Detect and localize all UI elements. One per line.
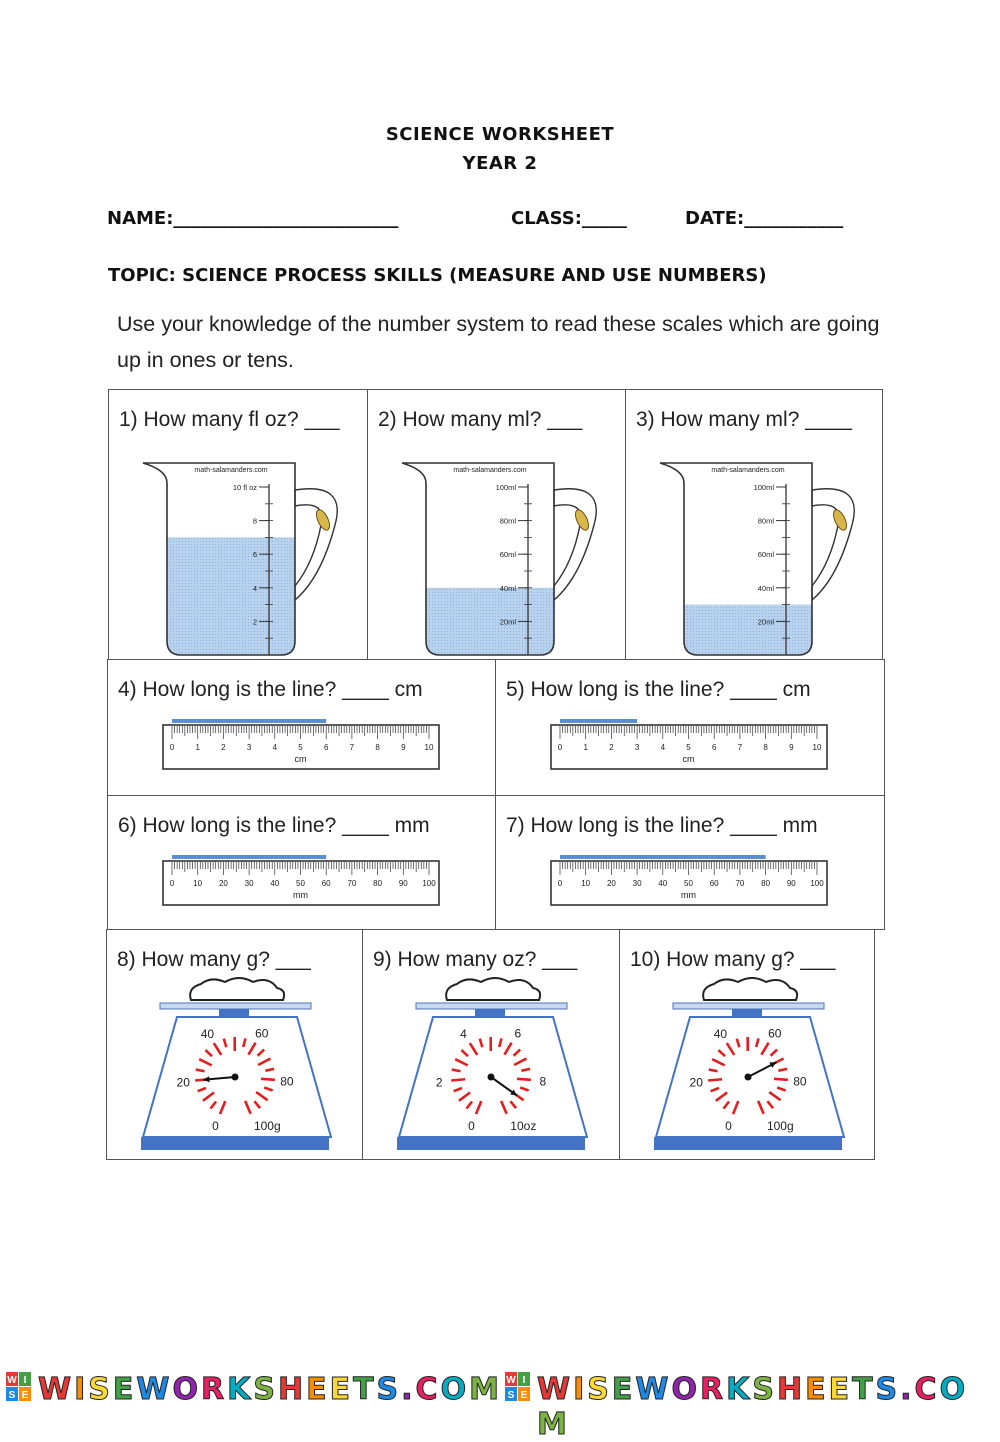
- brand-letter: S: [377, 1372, 402, 1407]
- question-cell-2: [367, 389, 626, 660]
- jug-tick-label: 20ml: [758, 617, 775, 626]
- brand-letter: E: [829, 1372, 853, 1407]
- dial-label: 40: [714, 1027, 728, 1041]
- ruler-label: 60: [710, 879, 719, 888]
- jug-tick-label: 100ml: [754, 483, 775, 492]
- brand-letter: .: [401, 1372, 415, 1407]
- jug-tick-label: 100ml: [496, 483, 517, 492]
- ruler-label: 10: [425, 743, 434, 752]
- ruler-label: 8: [375, 743, 380, 752]
- class-field[interactable]: CLASS:_____: [511, 208, 627, 229]
- dial-center: [488, 1074, 495, 1081]
- ruler-label: 3: [635, 743, 640, 752]
- jug-tick-label: 60ml: [500, 550, 517, 559]
- jug-tick-label: 80ml: [758, 517, 775, 526]
- dial-label: 20: [177, 1076, 191, 1090]
- jug-handle: [295, 489, 337, 600]
- ruler-label: 4: [273, 743, 278, 752]
- dial-tick: [196, 1070, 205, 1072]
- measuring-jug-1: [109, 390, 367, 659]
- scale-base: [654, 1137, 842, 1150]
- wise-logo-icon: [6, 1372, 32, 1402]
- worksheet-title: SCIENCE WORKSHEET: [0, 124, 1000, 145]
- brand-letter: W: [635, 1372, 671, 1407]
- scale-stem: [475, 1009, 505, 1017]
- ruler-label: 7: [738, 743, 743, 752]
- ruler-label: 0: [558, 879, 563, 888]
- question-9-label: 9) How many oz? ___: [373, 948, 577, 972]
- jug-handle: [812, 489, 854, 600]
- ruler-label: 5: [686, 743, 691, 752]
- ruler-label: 100: [810, 879, 824, 888]
- footer-branding: [0, 1368, 1000, 1408]
- dial-tick: [517, 1079, 531, 1080]
- ruler-label: 80: [373, 879, 382, 888]
- dial-label: 2: [436, 1076, 443, 1090]
- question-cell-5: [495, 659, 885, 796]
- dial-tick: [265, 1069, 274, 1071]
- dial-tick: [778, 1069, 787, 1071]
- question-cell-6: [107, 795, 496, 930]
- dial-label: 80: [793, 1075, 807, 1089]
- jug-tick-label: 10 fl oz: [233, 483, 257, 492]
- ruler-label: 80: [761, 879, 770, 888]
- jug-brand-text: math-salamanders.com: [453, 467, 526, 474]
- brand-letter: S: [876, 1372, 901, 1407]
- dial-label: 100g: [254, 1119, 281, 1133]
- worksheet-subtitle: YEAR 2: [0, 153, 1000, 174]
- dial-tick: [261, 1079, 275, 1080]
- brand-letter: R: [201, 1372, 227, 1407]
- ruler-label: 10: [813, 743, 822, 752]
- ruler-label: 10: [581, 879, 590, 888]
- question-3-label: 3) How many ml? ____: [636, 408, 852, 432]
- brand-letter: O: [172, 1372, 201, 1407]
- jug-tick-label: 8: [253, 517, 257, 526]
- ruler-label: 30: [633, 879, 642, 888]
- brand-letter: .: [900, 1372, 914, 1407]
- ruler-label: 60: [322, 879, 331, 888]
- brand-letter: K: [726, 1372, 752, 1407]
- brand-letter: E: [113, 1372, 137, 1407]
- question-10-label: 10) How many g? ___: [630, 948, 835, 972]
- brand-letter: C: [915, 1372, 940, 1407]
- brand-letter: O: [940, 1372, 969, 1407]
- dial-label: 100g: [767, 1119, 794, 1133]
- dial-tick: [708, 1079, 722, 1080]
- brand-letter: S: [587, 1372, 612, 1407]
- brand-letter: W: [38, 1372, 74, 1407]
- weighing-scale-8: [107, 930, 362, 1159]
- weighing-scale-9: [363, 930, 619, 1159]
- question-4-label: 4) How long is the line? ____ cm: [118, 678, 423, 702]
- scale-stem: [732, 1009, 762, 1017]
- brand-letter: H: [777, 1372, 805, 1407]
- logo-letter: I: [523, 1375, 526, 1386]
- ruler-label: 7: [350, 743, 355, 752]
- brand-letter: I: [573, 1372, 587, 1407]
- dial-label: 40: [201, 1027, 215, 1041]
- brand-letter: E: [805, 1372, 829, 1407]
- jug-brand-text: math-salamanders.com: [194, 467, 267, 474]
- dial-tick: [521, 1069, 530, 1071]
- ruler-5: [496, 660, 884, 795]
- ruler-7: [496, 796, 884, 929]
- brand-letter: W: [537, 1372, 573, 1407]
- ruler-label: 30: [245, 879, 254, 888]
- dial-tick: [451, 1079, 465, 1080]
- weighing-scale-10: [620, 930, 874, 1159]
- question-cell-1: [108, 389, 368, 660]
- dial-label: 6: [514, 1026, 521, 1040]
- weighed-object: [190, 978, 284, 1000]
- brand-letter: S: [88, 1372, 113, 1407]
- logo-letter: S: [9, 1390, 16, 1401]
- ruler-label: 70: [347, 879, 356, 888]
- brand-letter: I: [74, 1372, 88, 1407]
- question-6-label: 6) How long is the line? ____ mm: [118, 814, 430, 838]
- dial-label: 80: [280, 1075, 294, 1089]
- scale-base: [141, 1137, 329, 1150]
- ruler-label: 6: [712, 743, 717, 752]
- ruler-6: [108, 796, 495, 929]
- question-5-label: 5) How long is the line? ____ cm: [506, 678, 811, 702]
- ruler-label: 90: [399, 879, 408, 888]
- question-cell-8: [106, 929, 363, 1160]
- dial-center: [232, 1074, 239, 1081]
- ruler-label: 5: [298, 743, 303, 752]
- ruler-label: 2: [221, 743, 226, 752]
- brand-letter: M: [537, 1407, 570, 1442]
- dial-label: 8: [540, 1075, 547, 1089]
- ruler-label: 4: [661, 743, 666, 752]
- brand-letter: S: [253, 1372, 278, 1407]
- brand-letter: T: [852, 1372, 875, 1407]
- question-cell-3: [625, 389, 883, 660]
- question-cell-4: [107, 659, 496, 796]
- dial-tick: [709, 1070, 718, 1072]
- jug-tick-label: 6: [253, 550, 257, 559]
- wise-logo-icon: [505, 1372, 531, 1402]
- date-field[interactable]: DATE:___________: [685, 208, 843, 229]
- scale-stem: [219, 1009, 249, 1017]
- brand-letter: K: [227, 1372, 253, 1407]
- question-8-label: 8) How many g? ___: [117, 948, 311, 972]
- ruler-label: 0: [558, 743, 563, 752]
- logo-letter: W: [506, 1375, 516, 1386]
- ruler-label: 50: [296, 879, 305, 888]
- scale-pan: [673, 1003, 824, 1009]
- jug-tick-label: 80ml: [500, 517, 517, 526]
- brand-letter: H: [278, 1372, 306, 1407]
- ruler-label: 100: [422, 879, 436, 888]
- question-cell-7: [495, 795, 885, 930]
- question-2-label: 2) How many ml? ___: [378, 408, 582, 432]
- brand-letter: E: [306, 1372, 330, 1407]
- name-field[interactable]: NAME:_________________________: [107, 208, 398, 229]
- dial-label: 20: [690, 1076, 704, 1090]
- instructions-text: Use your knowledge of the number system to read these scales which are going up in ones or tens.: [117, 306, 907, 378]
- scale-pan: [160, 1003, 311, 1009]
- question-cell-10: [619, 929, 875, 1160]
- dial-tick: [452, 1070, 461, 1072]
- ruler-label: 0: [170, 879, 175, 888]
- logo-letter: S: [508, 1390, 515, 1401]
- weighed-object: [703, 978, 797, 1000]
- ruler-label: 40: [658, 879, 667, 888]
- brand-letter: S: [752, 1372, 777, 1407]
- scale-base: [397, 1137, 585, 1150]
- brand-letter: E: [330, 1372, 354, 1407]
- ruler-label: 8: [763, 743, 768, 752]
- jug-tick-label: 2: [253, 617, 257, 626]
- footer-brand-text-2: [537, 1372, 1000, 1442]
- jug-tick-label: 20ml: [500, 617, 517, 626]
- dial-tick: [774, 1079, 788, 1080]
- ruler-unit-label: mm: [293, 890, 308, 900]
- measuring-jug-2: [368, 390, 625, 659]
- jug-liquid: [426, 588, 554, 655]
- logo-letter: I: [24, 1375, 27, 1386]
- ruler-label: 3: [247, 743, 252, 752]
- dial-center: [745, 1074, 752, 1081]
- measuring-jug-3: [626, 390, 882, 659]
- ruler-label: 10: [193, 879, 202, 888]
- question-cell-9: [362, 929, 620, 1160]
- ruler-label: 9: [789, 743, 794, 752]
- ruler-label: 0: [170, 743, 175, 752]
- ruler-label: 90: [787, 879, 796, 888]
- brand-letter: R: [700, 1372, 726, 1407]
- dial-label: 0: [725, 1119, 732, 1133]
- ruler-label: 6: [324, 743, 329, 752]
- ruler-label: 2: [609, 743, 614, 752]
- ruler-label: 20: [607, 879, 616, 888]
- dial-label: 60: [255, 1026, 269, 1040]
- dial-label: 10oz: [510, 1119, 536, 1133]
- ruler-unit-label: cm: [295, 754, 307, 764]
- scale-pan: [416, 1003, 567, 1009]
- ruler-label: 1: [583, 743, 588, 752]
- ruler-label: 50: [684, 879, 693, 888]
- jug-tick-label: 4: [253, 584, 257, 593]
- ruler-unit-label: cm: [683, 754, 695, 764]
- weighed-object: [446, 978, 540, 1000]
- topic-heading: TOPIC: SCIENCE PROCESS SKILLS (MEASURE AND USE NUMBERS): [108, 265, 767, 286]
- footer-brand-text-1: [38, 1372, 502, 1407]
- brand-letter: O: [441, 1372, 470, 1407]
- brand-letter: C: [416, 1372, 441, 1407]
- brand-letter: E: [612, 1372, 636, 1407]
- ruler-4: [108, 660, 495, 795]
- brand-letter: M: [469, 1372, 502, 1407]
- jug-tick-label: 40ml: [500, 584, 517, 593]
- brand-letter: O: [671, 1372, 700, 1407]
- ruler-label: 1: [195, 743, 200, 752]
- jug-tick-label: 40ml: [758, 584, 775, 593]
- jug-liquid: [684, 605, 812, 655]
- jug-tick-label: 60ml: [758, 550, 775, 559]
- logo-letter: W: [7, 1375, 17, 1386]
- dial-label: 0: [212, 1119, 219, 1133]
- dial-label: 4: [460, 1027, 467, 1041]
- brand-letter: T: [353, 1372, 376, 1407]
- ruler-label: 20: [219, 879, 228, 888]
- ruler-label: 40: [270, 879, 279, 888]
- question-7-label: 7) How long is the line? ____ mm: [506, 814, 818, 838]
- dial-label: 0: [468, 1119, 475, 1133]
- ruler-label: 70: [735, 879, 744, 888]
- logo-letter: E: [22, 1390, 29, 1401]
- jug-liquid: [167, 537, 295, 655]
- ruler-label: 9: [401, 743, 406, 752]
- logo-letter: E: [521, 1390, 528, 1401]
- jug-handle: [554, 489, 596, 600]
- brand-letter: W: [136, 1372, 172, 1407]
- dial-label: 60: [768, 1026, 782, 1040]
- ruler-unit-label: mm: [681, 890, 696, 900]
- question-1-label: 1) How many fl oz? ___: [119, 408, 340, 432]
- jug-brand-text: math-salamanders.com: [711, 467, 784, 474]
